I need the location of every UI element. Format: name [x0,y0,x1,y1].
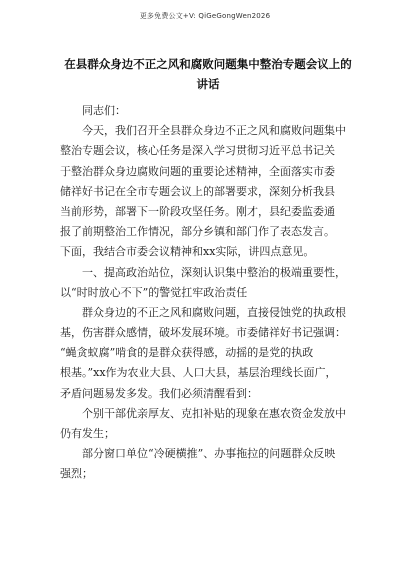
paragraph-line: 强烈； [60,467,93,481]
header-note: 更多免费公文+V: QiGeGongWen2026 [139,12,271,20]
paragraph-line: 储祥好书记在全市专题会议上的部署要求，深刻分析我县 [60,184,335,198]
document-body [60,101,354,485]
paragraph-line: 个别干部优亲厚友、克扣补贴的现象在惠农资金发放中 [82,406,346,420]
paragraph-line: 当前形势，部署下一阶段攻坚任务。刚才，县纪委监委通 [60,204,335,218]
section-heading-line: 一、提高政治站位，深刻认识集中整治的极端重要性， [82,265,346,279]
paragraph-line: 群众身边的不正之风和腐败问题，直接侵蚀党的执政根 [82,305,346,319]
paragraph-line: 矛盾问题易发多发。我们必须清醒看到： [60,386,258,400]
paragraph-line: 今天，我们召开全县群众身边不正之风和腐败问题集中 [82,124,346,138]
section-heading-line: 以“时时放心不下”的警觉扛牢政治责任 [60,285,248,299]
paragraph-line: 仍有发生； [60,427,115,440]
paragraph-line: 于整治群众身边腐败问题的重要论述精神，全面落实市委 [60,164,335,178]
paragraph-line: 报了前期整治工作情况，部分乡镇和部门作了表态发言。 [60,225,335,239]
paragraph-line: 根基。”xx作为农业大县、人口大县，基层治理线长面广， [60,366,337,380]
paragraph-line: 基，伤害群众感情，破坏发展环境。市委储祥好书记强调： [60,326,346,340]
title-line: 讲话 [196,77,220,92]
salutation: 同志们： [82,104,126,117]
paragraph-line: 部分窗口单位“冷硬横推”、办事拖拉的问题群众反映 [82,447,336,461]
paragraph-line: 整治专题会议，核心任务是深入学习贯彻习近平总书记关 [60,144,335,158]
document-title [58,52,358,92]
paragraph-line: “蝇贪蚁腐”啃食的是群众获得感，动摇的是党的执政 [60,346,314,360]
title-line: 在县群众身边不正之风和腐败问题集中整治专题会议上的 [64,57,352,71]
paragraph-line: 下面，我结合市委会议精神和xx实际，讲四点意见。 [60,245,315,259]
